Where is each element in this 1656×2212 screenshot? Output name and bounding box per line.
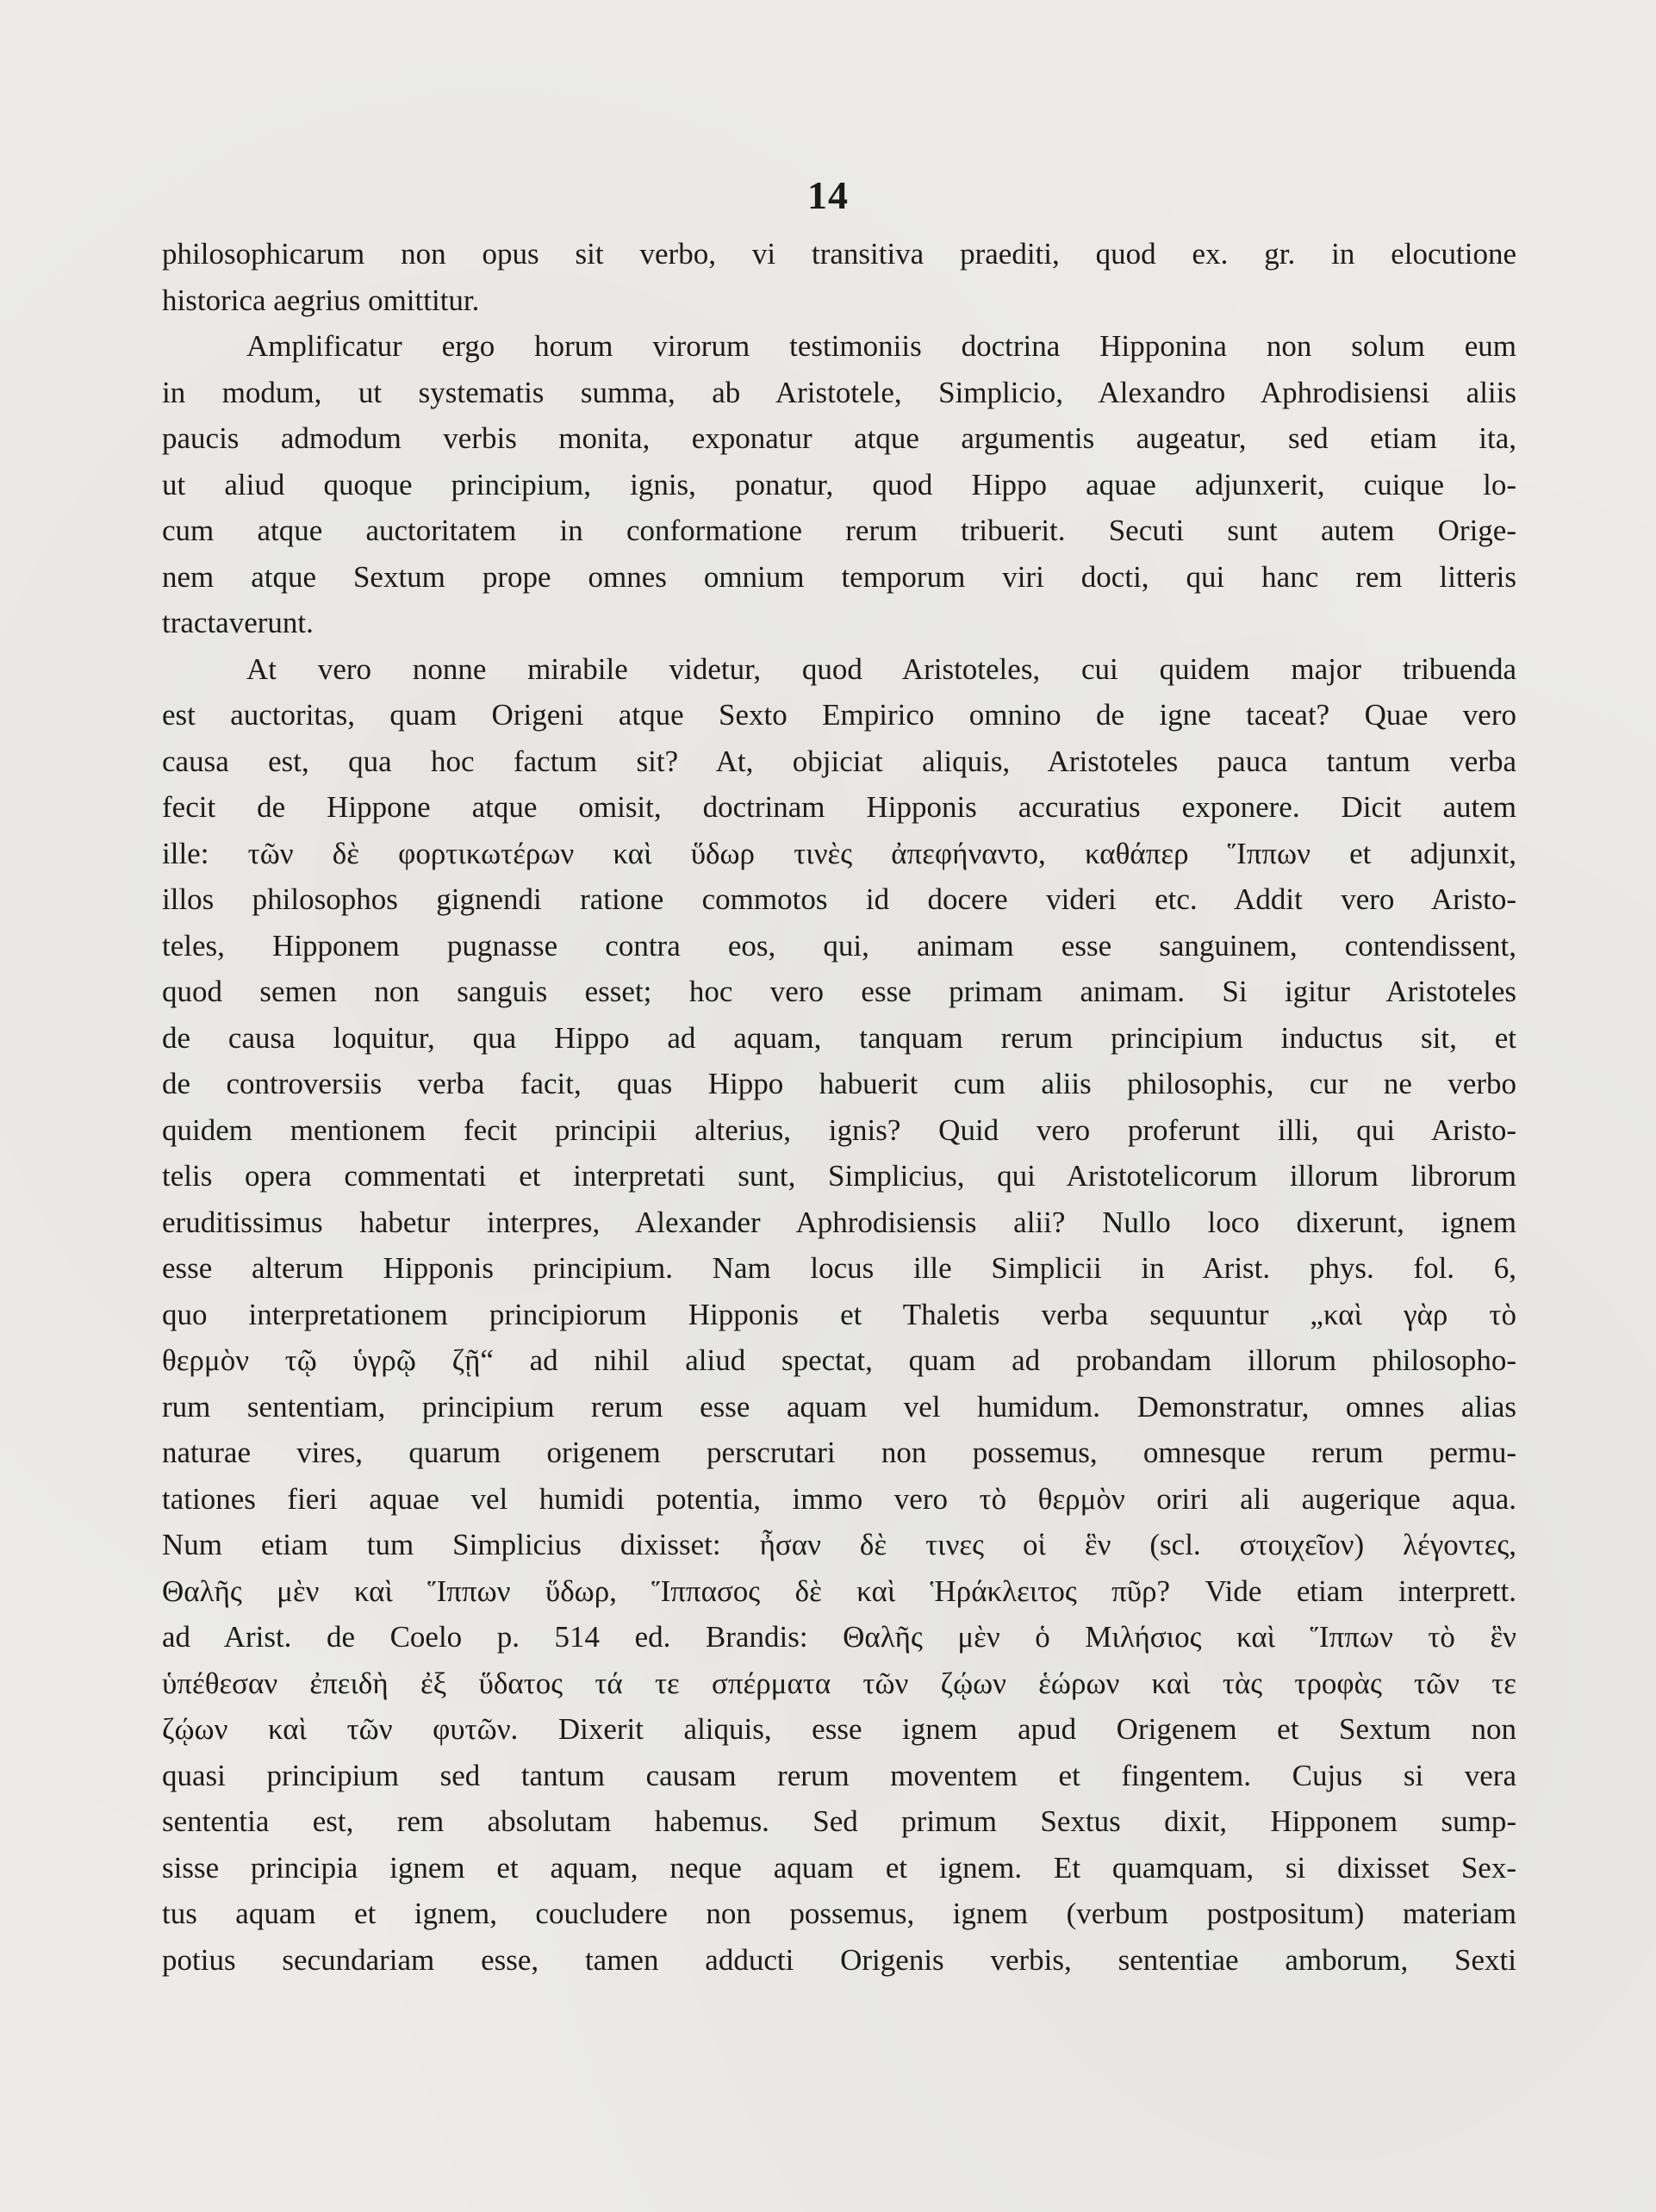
text-line: tus aquam et ignem, coucludere non possemus, ignem (verbum postpositum) materiam <box>162 1897 1516 1930</box>
text-line: ζῴων καὶ τῶν φυτῶν. Dixerit aliquis, esse ignem apud Origenem et Sextum non <box>162 1712 1516 1746</box>
text-line: in modum, ut systematis summa, ab Aristotele, Simplicio, Alexandro Aphrodisiensi aliis <box>162 375 1516 409</box>
text-line: quasi principium sed tantum causam rerum moventem et fingentem. Cujus si vera <box>162 1758 1516 1792</box>
text-line: Θαλῆς μὲν καὶ Ἵππων ὕδωρ, Ἵππασος δὲ καὶ Ἡράκλειτος πῦρ? Vide etiam interprett. <box>162 1573 1516 1608</box>
text-line: nem atque Sextum prope omnes omnium temporum viri docti, qui hanc rem litteris <box>162 559 1516 594</box>
text-line: eruditissimus habetur interpres, Alexander Aphrodisiensis alii? Nullo loco dixerunt, ignem <box>162 1205 1516 1239</box>
text-line: θερμὸν τῷ ὑγρῷ ζῇ“ ad nihil aliud spectat, quam ad probandam illorum philosopho- <box>162 1343 1516 1377</box>
text-line: Amplificatur ergo horum virorum testimoniis doctrina Hipponina non solum eum <box>246 329 1516 363</box>
text-line: cum atque auctoritatem in conformatione rerum tribuerit. Secuti sunt autem Orige- <box>162 514 1516 547</box>
text-line: historica aegrius omittitur. <box>162 283 480 317</box>
text-line: tationes fieri aquae vel humidi potentia, immo vero τὸ θερμὸν oriri ali augerique aqua. <box>162 1481 1516 1516</box>
text-line: esse alterum Hipponis principium. Nam locus ille Simplicii in Arist. phys. fol. 6, <box>162 1251 1516 1285</box>
text-line: fecit de Hippone atque omisit, doctrinam Hipponis accuratius exponere. Dicit autem <box>162 790 1516 824</box>
text-line: telis opera commentati et interpretati sunt, Simplicius, qui Aristotelicorum illorum librorum <box>162 1159 1516 1193</box>
text-line: naturae vires, quarum origenem perscrutari non possemus, omnesque rerum permu- <box>162 1436 1516 1469</box>
text-line: rum sententiam, principium rerum esse aquam vel humidum. Demonstratur, omnes alias <box>162 1389 1516 1424</box>
text-line: sisse principia ignem et aquam, neque aquam et ignem. Et quamquam, si dixisset Sex- <box>162 1850 1516 1885</box>
body-text <box>162 231 1516 1983</box>
text-line: quo interpretationem principiorum Hipponis et Thaletis verba sequuntur „καὶ γὰρ τὸ <box>162 1297 1516 1331</box>
text-line: potius secundariam esse, tamen adducti Origenis verbis, sententiae amborum, Sexti <box>162 1942 1516 1977</box>
text-line: philosophicarum non opus sit verbo, vi transitiva praediti, quod ex. gr. in elocutione <box>162 237 1516 271</box>
text-line: est auctoritas, quam Origeni atque Sexto Empirico omnino de igne taceat? Quae vero <box>162 698 1516 732</box>
text-line: Num etiam tum Simplicius dixisset: ἦσαν δὲ τινες οἱ ἓν (scl. στοιχεῖον) λέγοντες, <box>162 1528 1516 1561</box>
text-line: de causa loquitur, qua Hippo ad aquam, tanquam rerum principium inductus sit, et <box>162 1020 1516 1055</box>
text-line: de controversiis verba facit, quas Hippo habuerit cum aliis philosophis, cur ne verbo <box>162 1067 1516 1100</box>
text-line: tractaverunt. <box>162 606 314 639</box>
text-line: quod semen non sanguis esset; hoc vero esse primam animam. Si igitur Aristoteles <box>162 975 1516 1008</box>
text-line: teles, Hipponem pugnasse contra eos, qui, animam esse sanguinem, contendissent, <box>162 928 1516 963</box>
text-line: paucis admodum verbis monita, exponatur atque argumentis augeatur, sed etiam ita, <box>162 421 1516 455</box>
text-line: illos philosophos gignendi ratione commotos id docere videri etc. Addit vero Aristo- <box>162 882 1516 916</box>
text-line: At vero nonne mirabile videtur, quod Aristoteles, cui quidem major tribuenda <box>246 651 1516 686</box>
text-line: ὑπέθεσαν ἐπειδὴ ἐξ ὕδατος τά τε σπέρματα τῶν ζῴων ἑώρων καὶ τὰς τροφὰς τῶν τε <box>162 1666 1516 1700</box>
text-line: ut aliud quoque principium, ignis, ponatur, quod Hippo aquae adjunxerit, cuique lo- <box>162 467 1516 502</box>
text-line: quidem mentionem fecit principii alterius, ignis? Quid vero proferunt illi, qui Aristo- <box>162 1112 1516 1147</box>
text-line: ad Arist. de Coelo p. 514 ed. Brandis: Θαλῆς μὲν ὁ Μιλήσιος καὶ Ἵππων τὸ ἓν <box>162 1620 1516 1654</box>
text-line: causa est, qua hoc factum sit? At, objiciat aliquis, Aristoteles pauca tantum verba <box>162 744 1516 778</box>
text-line: sententia est, rem absolutam habemus. Sed primum Sextus dixit, Hipponem sump- <box>162 1804 1516 1838</box>
text-line: ille: τῶν δὲ φορτικωτέρων καὶ ὕδωρ τινὲς ἀπεφήναντο, καθάπερ Ἵππων et adjunxit, <box>162 836 1516 870</box>
page-number: 14 <box>807 173 849 217</box>
